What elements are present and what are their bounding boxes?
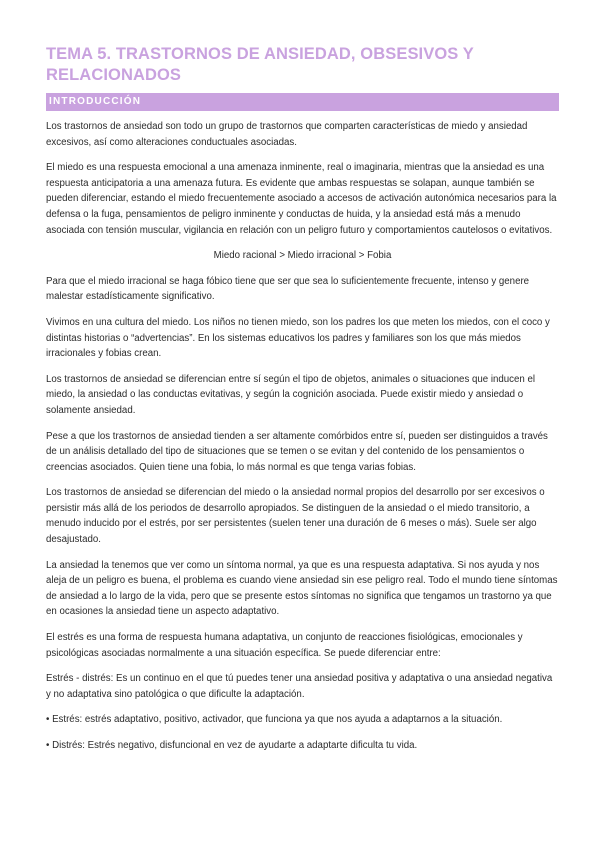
- paragraph: Pese a que los trastornos de ansiedad tienden a ser altamente comórbidos entre sí, pueden ser distinguidos a través de un análisis detallado del tipo de situaciones que se temen o se evitan y del contenido de los pensamientos o creencias asociados. Quien tiene una fobia, lo más normal es que tenga varias fobias.: [46, 430, 548, 473]
- bullet-item: • Estrés: estrés adaptativo, positivo, activador, que funciona ya que nos ayuda a adaptarnos a la situación.: [46, 714, 503, 726]
- paragraph: El estrés es una forma de respuesta humana adaptativa, un conjunto de reacciones fisiológicas, emocionales y psicológicas asociadas normalmente a una situación específica. Se puede diferenciar entre:: [46, 632, 523, 659]
- paragraph: La ansiedad la tenemos que ver como un síntoma normal, ya que es una respuesta adaptativa. Si nos ayuda y nos aleja de un peligro es buena, el problema es cuando viene ansiedad sin ese peligro real. Todo el mundo tiene síntomas de ansiedad a lo largo de la vida, pero que se presente estos síntomas no significa que tengamos un trastorno ya que en ocasiones la ansiedad tiene un aspecto adaptativo.: [46, 559, 558, 618]
- document-title: TEMA 5. TRASTORNOS DE ANSIEDAD, OBSESIVOS Y RELACIONADOS: [46, 45, 474, 84]
- paragraph: Estrés - distrés: Es un continuo en el que tú puedes tener una ansiedad positiva y adaptativa o una ansiedad negativa y no adaptativa sino patológica o que dificulte la adaptación.: [46, 673, 553, 700]
- document-body: [46, 119, 559, 754]
- paragraph: Los trastornos de ansiedad son todo un grupo de trastornos que comparten características de miedo y ansiedad excesivos, así como alteraciones conductuales asociadas.: [46, 121, 528, 148]
- paragraph: Los trastornos de ansiedad se diferencian entre sí según el tipo de objetos, animales o situaciones que inducen el miedo, la ansiedad o las conductas evitativas, y según la cognición asociada. Puede existir miedo y ansiedad o solamente ansiedad.: [46, 373, 535, 416]
- bullet-item: • Distrés: Estrés negativo, disfuncional en vez de ayudarte a adaptarte dificulta tu vida.: [46, 740, 418, 751]
- paragraph: Vivimos en una cultura del miedo. Los niños no tienen miedo, son los padres los que meten los miedos, con el coco y distintas historias o “advertencias”. En los sistemas educativos los padres y familiares son los que más miedos irracionales y fobias crean.: [46, 316, 550, 360]
- paragraph: Para que el miedo irracional se haga fóbico tiene que ser que sea lo suficientemente frecuente, intenso y genere malestar estadísticamente significativo.: [46, 275, 530, 303]
- centered-formula: Miedo racional > Miedo irracional > Fobia: [213, 250, 392, 262]
- paragraph: El miedo es una respuesta emocional a una amenaza inminente, real o imaginaria, mientras que la ansiedad es una respuesta anticipatoria a una amenaza futura. Es evidente que ambas respuestas se solapan, aunque también se pueden diferenciar, estando el miedo frecuentemente asociado a accesos de activación autonómica necesarios para la defensa o la fuga, pensamientos de peligro inminente y conductas de huida, y la ansiedad está más a menudo asociada con tensión muscular, vigilancia en relación con un peligro futuro y comportamientos cautelosos o evitativos.: [46, 162, 557, 236]
- section-header: INTRODUCCIÓN: [46, 93, 559, 111]
- paragraph: Los trastornos de ansiedad se diferencian del miedo o la ansiedad normal propios del desarrollo por ser excesivos o persistir más allá de los periodos de desarrollo apropiados. Se distinguen de la ansiedad o el miedo transitorio, a menudo inducido por el estrés, por ser persistentes (suelen tener una duración de 6 meses o más). Suele ser algo desajustado.: [46, 487, 545, 546]
